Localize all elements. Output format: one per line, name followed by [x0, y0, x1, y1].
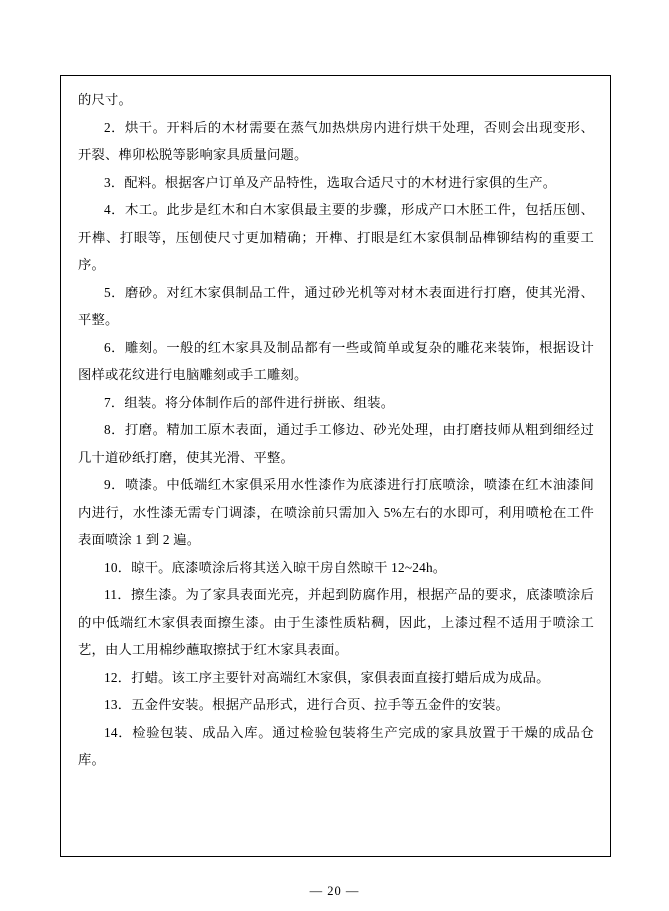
paragraph: 7．组装。将分体制作后的部件进行拼嵌、组装。 — [104, 394, 395, 410]
paragraph: 11．擦生漆。为了家具表面光亮，并起到防腐作用，根据产品的要求，底漆喷涂后的中低端红木家俱表面擦生漆。由于生漆性质粘稠，因此，上漆过程不适用于喷涂工艺，由人工用棉纱蘸取擦拭于红木家具表面。 — [78, 587, 594, 657]
paragraph: 14．检验包装、成品入库。通过检验包装将生产完成的家具放置于干燥的成品仓库。 — [78, 724, 594, 767]
paragraph: 13．五金件安装。根据产品形式，进行合页、拉手等五金件的安装。 — [104, 697, 510, 712]
page-number: — 20 — — [309, 884, 360, 898]
paragraph: 4．木工。此步是红木和白木家俱最主要的步骤，形成产口木胚工件，包括压刨、开榫、打眼等，压刨使尺寸更加精确；开榫、打眼是红木家俱制品榫铆结构的重要工序。 — [78, 202, 594, 272]
paragraph: 8．打磨。精加工原木表面，通过手工修边、砂光处理，由打磨技师从粗到细经过几十道砂纸打磨，使其光滑、平整。 — [78, 422, 594, 465]
paragraph: 3．配料。根据客户订单及产品特性，选取合适尺寸的木材进行家俱的生产。 — [104, 174, 557, 190]
paragraph: 的尺寸。 — [78, 92, 132, 107]
paragraph: 5．磨砂。对红木家俱制品工件，通过砂光机等对材木表面进行打磨，使其光滑、平整。 — [78, 284, 594, 327]
paragraph: 10．晾干。底漆喷涂后将其送入晾干房自然晾干 12~24h。 — [104, 559, 447, 575]
paragraph: 12．打蜡。该工序主要针对高端红木家俱，家俱表面直接打蜡后成为成品。 — [104, 669, 550, 685]
paragraph: 6．雕刻。一般的红木家具及制品都有一些或简单或复杂的雕花来装饰，根据设计图样或花纹进行电脑雕刻或手工雕刻。 — [78, 339, 594, 382]
document-body — [78, 86, 594, 774]
paragraph: 2．烘干。开料后的木材需要在蒸气加热烘房内进行烘干处理，否则会出现变形、开裂、榫卯松脱等影响家具质量问题。 — [78, 119, 594, 162]
paragraph: 9．喷漆。中低端红木家俱采用水性漆作为底漆进行打底喷涂，喷漆在红木油漆间内进行，水性漆无需专门调漆，在喷涂前只需加入 5%左右的水即可，利用喷枪在工件表面喷涂 1 到 2 遍。 — [78, 477, 594, 547]
